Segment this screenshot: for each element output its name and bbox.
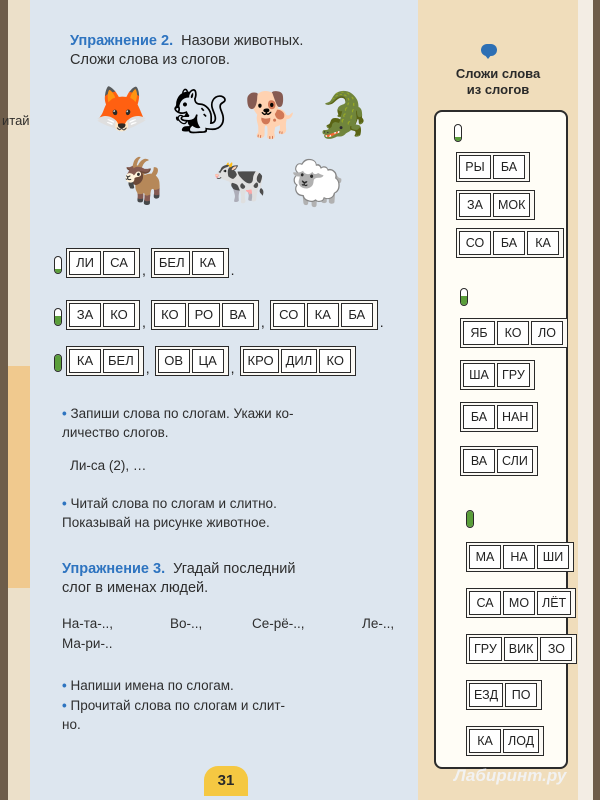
word-row-3: КА БЕЛ , ОВ ЦА , КРО ДИЛ КО xyxy=(66,346,356,376)
row-end-mark: . xyxy=(230,262,235,278)
exercise-2-line1: Назови животных. xyxy=(181,33,304,49)
syllable-box: БА xyxy=(341,303,373,327)
syllable-box: ШИ xyxy=(537,545,569,569)
sheep-illustration: 🐑 xyxy=(290,159,345,208)
syllable-box: КА xyxy=(192,251,224,275)
syllable-box: СА xyxy=(103,251,135,275)
name-hint: Во-.., xyxy=(170,616,203,631)
syllable-box: СЛИ xyxy=(497,449,533,473)
fox-illustration: 🦊 xyxy=(94,85,149,134)
name-hint: Ле-.., xyxy=(362,616,395,631)
syllable-box: БЕЛ xyxy=(103,349,139,373)
syllable-box: ЛО xyxy=(531,321,563,345)
sidebar-word xyxy=(460,318,568,348)
previous-page-edge xyxy=(2,0,30,800)
syllable-box: МА xyxy=(469,545,501,569)
syllable-box: ЕЗД xyxy=(469,683,503,707)
exercise-2-header xyxy=(70,32,303,70)
syllable-box: БА xyxy=(493,155,525,179)
exercise-3-line2: слог в именах людей. xyxy=(62,580,209,596)
exercise-3-header xyxy=(62,560,295,598)
syllable-box: НА xyxy=(503,545,535,569)
squirrel-illustration: 🐿 xyxy=(172,87,228,136)
crocodile-illustration: 🐊 xyxy=(316,91,371,140)
row-end-mark: . xyxy=(379,314,384,330)
exercise-2-label: Упражнение 2. xyxy=(70,33,174,49)
sidebar-word xyxy=(456,228,564,258)
syllable-box: МОК xyxy=(493,193,530,217)
task-4: • Прочитай слова по слогам и слит- но. xyxy=(62,698,286,732)
syllable-box: СО xyxy=(273,303,305,327)
syllable-box: РЫ xyxy=(459,155,491,179)
sidebar-word xyxy=(466,634,577,664)
sidebar-title-line2: из слогов xyxy=(466,82,530,97)
syllable-word xyxy=(66,300,140,330)
syllable-box: ВА xyxy=(222,303,254,327)
cow-illustration: 🐄 xyxy=(212,157,267,206)
sidebar xyxy=(418,0,578,800)
syllable-box: ВИК xyxy=(504,637,539,661)
syllable-box: ПО xyxy=(505,683,537,707)
syllable-box: ГРУ xyxy=(469,637,502,661)
task-2-line2: Показывай на рисунке животное. xyxy=(62,515,270,530)
syllable-box: ЦА xyxy=(192,349,224,373)
syllable-word xyxy=(240,346,357,376)
sidebar-word xyxy=(460,360,535,390)
example-answer: Ли-са (2), … xyxy=(70,458,147,473)
task-1-line2: личество слогов. xyxy=(62,425,169,440)
task-4-line2: но. xyxy=(62,717,81,732)
name-hint: На-та-.., xyxy=(62,616,114,631)
syllable-box: ЯБ xyxy=(463,321,495,345)
syllable-box: ОВ xyxy=(158,349,190,373)
syllable-box: КРО xyxy=(243,349,279,373)
syllable-box: КО xyxy=(319,349,351,373)
syllable-box: МО xyxy=(503,591,535,615)
syllable-box: КА xyxy=(69,349,101,373)
level-1-icon xyxy=(454,124,462,142)
speech-bubble-icon xyxy=(481,44,497,56)
level-2-icon xyxy=(54,308,62,326)
syllable-box: ЗА xyxy=(69,303,101,327)
level-1-icon xyxy=(54,256,62,274)
syllable-word xyxy=(66,248,140,278)
sidebar-word xyxy=(466,588,576,618)
word-row-2: ЗА КО , КО РО ВА , СО КА БА . xyxy=(66,300,389,330)
syllable-word xyxy=(151,248,229,278)
syllable-box: КА xyxy=(527,231,559,255)
syllable-box: СА xyxy=(469,591,501,615)
names-line-2: Ма-ри-.. xyxy=(62,636,113,651)
syllable-box: БЕЛ xyxy=(154,251,190,275)
task-1: • Запиши слова по слогам. Укажи ко- личество слогов. xyxy=(62,406,294,440)
syllable-box: ГРУ xyxy=(497,363,530,387)
syllable-word xyxy=(151,300,259,330)
exercise-3-line1: Угадай последний xyxy=(173,561,296,577)
watermark-logo: Лабиринт.ру xyxy=(454,766,567,785)
animal-illustrations xyxy=(94,86,394,216)
dog-illustration: 🐕 xyxy=(244,91,299,140)
exercise-3-label: Упражнение 3. xyxy=(62,561,166,577)
task-1-line1: Запиши слова по слогам. Укажи ко- xyxy=(70,406,294,421)
syllable-box: КО xyxy=(154,303,186,327)
syllable-box: БА xyxy=(463,405,495,429)
syllable-box: КА xyxy=(307,303,339,327)
syllable-box: ЗО xyxy=(540,637,572,661)
name-hint: Се-рё-.., xyxy=(252,616,305,631)
task-2: • Читай слова по слогам и слитно. Показывай на рисунке животное. xyxy=(62,496,277,530)
syllable-box: СО xyxy=(459,231,491,255)
sidebar-word xyxy=(456,190,535,220)
syllable-box: БА xyxy=(493,231,525,255)
sidebar-title-line1: Сложи слова xyxy=(455,66,541,81)
syllable-word xyxy=(155,346,229,376)
task-3-text: Напиши имена по слогам. xyxy=(70,678,234,693)
syllable-box: ЛИ xyxy=(69,251,101,275)
main-column xyxy=(30,0,418,800)
task-3: • Напиши имена по слогам. xyxy=(62,678,234,693)
syllable-box: КО xyxy=(497,321,529,345)
sidebar-word xyxy=(460,446,538,476)
task-4-line1: Прочитай слова по слогам и слит- xyxy=(70,698,286,713)
level-3-icon xyxy=(54,354,62,372)
syllable-box: ША xyxy=(463,363,495,387)
syllable-box: ВА xyxy=(463,449,495,473)
sidebar-word xyxy=(466,726,544,756)
sidebar-word xyxy=(456,152,530,182)
syllable-box: ЛЁТ xyxy=(537,591,571,615)
page-number: 31 xyxy=(204,766,248,796)
syllable-box: ЛОД xyxy=(503,729,539,753)
task-2-line1: Читай слова по слогам и слитно. xyxy=(70,496,277,511)
margin-tab xyxy=(8,366,30,588)
textbook-page xyxy=(2,0,593,800)
syllable-box: ДИЛ xyxy=(281,349,318,373)
goat-illustration: 🐐 xyxy=(116,157,171,206)
word-row-1: ЛИ СА , БЕЛ КА . xyxy=(66,248,240,278)
syllable-box: КО xyxy=(103,303,135,327)
sidebar-word xyxy=(466,542,574,572)
exercise-2-line2: Сложи слова из слогов. xyxy=(70,52,230,68)
syllable-word xyxy=(270,300,378,330)
sidebar-panel xyxy=(434,110,568,769)
syllable-word xyxy=(66,346,144,376)
syllable-box: РО xyxy=(188,303,220,327)
level-3-icon xyxy=(466,510,474,528)
sidebar-word xyxy=(466,680,542,710)
sidebar-title xyxy=(418,66,578,98)
level-2-icon xyxy=(460,288,468,306)
syllable-box: КА xyxy=(469,729,501,753)
syllable-box: ЗА xyxy=(459,193,491,217)
sidebar-word xyxy=(460,402,538,432)
syllable-box: НАН xyxy=(497,405,533,429)
left-margin-word: итай xyxy=(2,113,30,128)
